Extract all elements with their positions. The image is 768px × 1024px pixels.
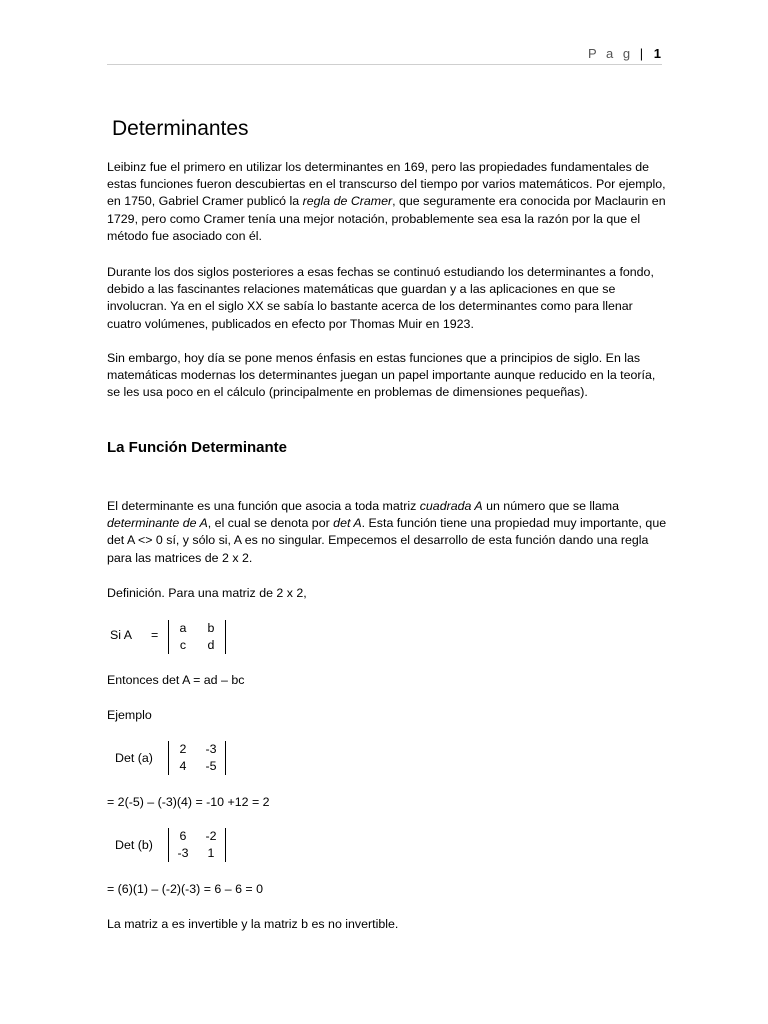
matrix-row: [169, 741, 225, 758]
matrix-cell: 4: [179, 759, 187, 773]
paragraph-text: El determinante es una función que asocia a toda matriz: [107, 499, 420, 513]
matrix-cell: -5: [205, 759, 217, 773]
equals-sign: =: [151, 628, 159, 642]
page-label: P a g: [588, 46, 634, 61]
matrix-cell: c: [179, 638, 187, 652]
matrix-cell: 2: [179, 742, 187, 756]
matrix-det-b: [168, 828, 226, 862]
matrix-det-a: [168, 741, 226, 775]
conclusion-line: La matriz a es invertible y la matriz b es no invertible.: [107, 917, 399, 931]
paragraph-modern: Sin embargo, hoy día se pone menos énfasis en estas funciones que a principios de siglo. En las matemáticas modernas los determinantes juegan un papel importante aunque reducido en la teoría, se les usa poco en el cálculo (principalmente en problemas de dimensiones pequeñas).: [107, 351, 656, 400]
matrix-cell: b: [207, 621, 215, 635]
matrix-row: [169, 758, 225, 775]
page-number: 1: [653, 46, 661, 61]
matrix-cell: 6: [179, 829, 187, 843]
paragraph-text: un número que se llama: [482, 499, 620, 513]
document-title: Determinantes: [112, 117, 249, 140]
header-rule: [107, 64, 662, 65]
definition-line: Definición. Para una matriz de 2 x 2,: [107, 586, 307, 600]
paragraph-text: Leibinz fue el primero en utilizar los determinantes en 169, pero las propiedades fundamentales de estas funciones fueron descubiertas en el transcurso del tiempo por varios matemáticos. Por ejemplo, en 1750, Gabriel Cramer publicó la: [107, 160, 666, 209]
matrix-row: [169, 637, 225, 654]
paragraph-definition-intro: [107, 498, 667, 567]
matrix-cell: a: [179, 621, 187, 635]
emphasis-text: determinante de A: [107, 516, 208, 531]
emphasis-text: regla de Cramer: [302, 194, 393, 209]
det-b-label: Det (b): [115, 838, 153, 852]
matrix-a-label: Si A: [110, 628, 133, 642]
page-separator: |: [639, 46, 644, 61]
paragraph-history: [107, 159, 667, 245]
formula-line: Entonces det A = ad – bc: [107, 673, 245, 687]
matrix-cell: -2: [205, 829, 217, 843]
section-heading: La Función Determinante: [107, 439, 288, 456]
paragraph-text: , que seguramente era conocida por Maclaurin en 1729, pero como Cramer tenía una mejor notación, probablemente sea esa la razón por la que el método fue asociado con él.: [107, 194, 666, 243]
example-heading: Ejemplo: [107, 708, 152, 722]
paragraph-text: , el cual se denota por: [207, 516, 334, 531]
matrix-cell: -3: [205, 742, 217, 756]
matrix-a: [168, 620, 226, 654]
emphasis-text: cuadrada A: [419, 499, 483, 513]
paragraph-study: Durante los dos siglos posteriores a esas fechas se continuó estudiando los determinantes a fondo, debido a las fascinantes relaciones matemáticas que guardan y a las aplicaciones en que se involucran. Ya en el siglo XX se sabía lo bastante acerca de los determinantes como para llenar cuatro volúmenes, publicados en efecto por Thomas Muir en 1923.: [107, 265, 654, 331]
calc-b-line: = (6)(1) – (-2)(-3) = 6 – 6 = 0: [107, 882, 263, 896]
calc-a-line: = 2(-5) – (-3)(4) = -10 +12 = 2: [107, 795, 270, 809]
matrix-cell: 1: [207, 846, 215, 860]
matrix-row: [169, 828, 225, 845]
det-a-label: Det (a): [115, 751, 153, 765]
matrix-cell: -3: [177, 846, 189, 860]
matrix-row: [169, 845, 225, 862]
emphasis-text: det A: [333, 516, 362, 531]
page-header: [588, 46, 661, 61]
matrix-cell: d: [207, 638, 215, 652]
matrix-row: [169, 620, 225, 637]
paragraph-text: . Esta función tiene una propiedad muy importante, que det A <> 0 sí, y sólo si, A es no singular. Empecemos el desarrollo de esta función dando una regla para las matrices de 2 x 2.: [107, 516, 667, 565]
